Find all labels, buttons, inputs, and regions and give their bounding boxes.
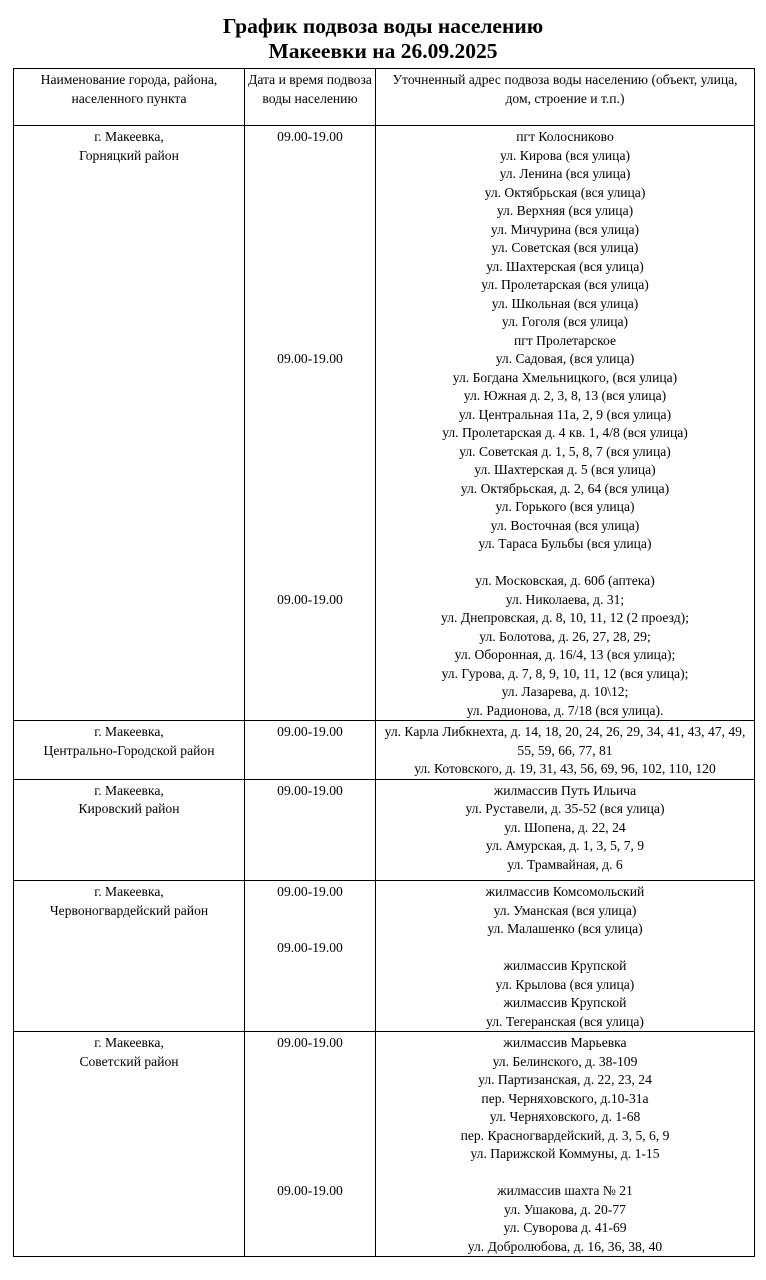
time-slot: 09.00-19.00 [277, 884, 343, 899]
address-line: ул. Лазарева, д. 10\12; [501, 684, 629, 699]
address-line: ул. Тегеранская (вся улица) [486, 1013, 644, 1029]
address-line: ул. Октябрьская, д. 2, 64 (вся улица) [460, 480, 670, 496]
time-slot: 09.00-19.00 [277, 1035, 343, 1050]
address-line: ул. Оборонная, д. 16/4, 13 (вся улица); [454, 647, 676, 662]
table-row [14, 881, 755, 1032]
address-line: ул. Малашенко (вся улица) [487, 921, 643, 936]
time-cell [245, 779, 376, 881]
time-slot: 09.00-19.00 [277, 351, 343, 366]
address-line: ул. Суворова д. 41-69 [503, 1220, 627, 1235]
address-line: ул. Гоголя (вся улица) [501, 314, 629, 329]
address-line: ул. Добролюбова, д. 16, 36, 38, 40 [467, 1238, 663, 1254]
address-line: ул. Белинского, д. 38-109 [492, 1053, 638, 1069]
header-row [14, 69, 755, 126]
title-line-1: График подвоза воды населению [222, 14, 544, 38]
address-line: ул. Карла Либкнехта, д. 14, 18, 20, 24, 26, 29, 34, 41, 43, 47, 49, 55, 59, 66, 77, 81 [384, 724, 746, 758]
address-line: ул. Кирова (вся улица) [499, 147, 631, 163]
city-label: г. Макеевка, [94, 129, 164, 144]
time-slot: 09.00-19.00 [277, 591, 343, 607]
address-line: ул. Южная д. 2, 3, 8, 13 (вся улица) [463, 388, 667, 403]
district-label: Советский район [79, 1053, 179, 1069]
address-line: ул. Шопена, д. 22, 24 [504, 819, 626, 835]
address-line: ул. Трамвайная, д. 6 [507, 856, 623, 872]
address-line: ул. Горького (вся улица) [495, 499, 635, 514]
address-line: ул. Октябрьская (вся улица) [484, 184, 646, 200]
address-line: пер. Красногвардейский, д. 3, 5, 6, 9 [460, 1127, 670, 1143]
address-line: ул. Садовая, (вся улица) [495, 351, 635, 366]
address-line: ул. Амурская, д. 1, 3, 5, 7, 9 [485, 838, 645, 853]
district-label: Червоногвардейский район [49, 902, 209, 918]
table-row [14, 721, 755, 780]
water-schedule-table [13, 68, 755, 1257]
address-cell [376, 126, 755, 721]
address-line: пгт Колосниково [516, 129, 614, 144]
time-cell [245, 1032, 376, 1257]
address-line: ул. Пролетарская (вся улица) [481, 277, 649, 292]
address-cell [376, 721, 755, 780]
header-time: Дата и время подвоза воды населению [245, 69, 376, 126]
city-label: г. Макеевка, [94, 1035, 164, 1050]
address-line: жилмассив Путь Ильича [493, 782, 637, 798]
address-line: ул. Восточная (вся улица) [490, 517, 640, 533]
address-line: ул. Школьная (вся улица) [491, 295, 639, 311]
address-line: ул. Шахтерская д. 5 (вся улица) [474, 462, 656, 477]
address-line: жилмассив шахта № 21 [497, 1183, 633, 1198]
address-line: ул. Центральная 11а, 2, 9 (вся улица) [458, 406, 672, 422]
address-line: ул. Котовского, д. 19, 31, 43, 56, 69, 96, 102, 110, 120 [414, 761, 716, 776]
time-cell [245, 881, 376, 1032]
district-label: Горняцкий район [79, 147, 179, 163]
table-row [14, 126, 755, 721]
table-row [14, 1032, 755, 1257]
table-row [14, 779, 755, 881]
header-address: Уточненный адрес подвоза воды населению (объект, улица, дом, строение и т.п.) [376, 69, 755, 126]
address-line: жилмассив Крупской [503, 958, 627, 973]
address-line: ул. Крылова (вся улица) [495, 976, 635, 992]
city-label: г. Макеевка, [94, 884, 164, 899]
title-line-2: Макеевки на 26.09.2025 [268, 39, 498, 63]
address-line: ул. Московская, д. 60б (аптека) [475, 573, 655, 588]
district-cell [14, 881, 245, 1032]
address-line: ул. Болотова, д. 26, 27, 28, 29; [479, 628, 651, 644]
address-line: ул. Советская д. 1, 5, 8, 7 (вся улица) [459, 443, 671, 459]
header-district: Наименование города, района, населенного пункта [14, 69, 245, 126]
district-cell [14, 721, 245, 780]
address-cell [376, 1032, 755, 1257]
address-line: жилмассив Марьевка [503, 1035, 627, 1050]
address-line: ул. Пролетарская д. 4 кв. 1, 4/8 (вся улица) [442, 425, 688, 440]
address-line: ул. Верхняя (вся улица) [496, 203, 634, 218]
address-line: ул. Ленина (вся улица) [499, 166, 631, 181]
address-line: ул. Руставели, д. 35-52 (вся улица) [465, 801, 665, 816]
address-line: ул. Мичурина (вся улица) [490, 221, 640, 237]
time-slot: 09.00-19.00 [277, 782, 343, 798]
district-cell [14, 1032, 245, 1257]
time-slot: 09.00-19.00 [277, 129, 343, 144]
district-cell [14, 126, 245, 721]
address-line: ул. Партизанская, д. 22, 23, 24 [478, 1072, 652, 1087]
time-slot: 09.00-19.00 [277, 939, 343, 955]
document-title [0, 14, 766, 64]
address-line: ул. Тараса Бульбы (вся улица) [478, 536, 652, 551]
address-line: жилмассив Комсомольский [485, 884, 645, 899]
address-line: ул. Гурова, д. 7, 8, 9, 10, 11, 12 (вся улица); [441, 665, 689, 681]
time-slot: 09.00-19.00 [277, 724, 343, 739]
address-line: ул. Шахтерская (вся улица) [486, 258, 644, 274]
address-line: ул. Николаева, д. 31; [505, 591, 625, 607]
address-line: ул. Богдана Хмельницкого, (вся улица) [452, 369, 678, 385]
address-line: ул. Черняховского, д. 1-68 [489, 1109, 641, 1124]
address-line: ул. Днепровская, д. 8, 10, 11, 12 (2 проезд); [441, 610, 689, 625]
district-label: Центрально-Городской район [43, 742, 215, 758]
time-cell [245, 126, 376, 721]
address-cell [376, 881, 755, 1032]
address-line: жилмассив Крупской [503, 995, 627, 1010]
address-line: ул. Парижской Коммуны, д. 1-15 [470, 1146, 660, 1161]
address-line: ул. Ушакова, д. 20-77 [504, 1201, 626, 1217]
district-label: Кировский район [78, 801, 180, 816]
address-line: пер. Черняховского, д.10-31а [481, 1090, 649, 1106]
time-cell [245, 721, 376, 780]
address-cell [376, 779, 755, 881]
city-label: г. Макеевка, [94, 724, 164, 739]
address-line: ул. Уманская (вся улица) [493, 902, 637, 918]
address-line: ул. Радионова, д. 7/18 (вся улица). [466, 702, 664, 718]
time-slot: 09.00-19.00 [277, 1183, 343, 1198]
district-cell [14, 779, 245, 881]
city-label: г. Макеевка, [94, 782, 164, 798]
address-line: пгт Пролетарское [513, 332, 617, 348]
address-line: ул. Советская (вся улица) [491, 240, 639, 255]
